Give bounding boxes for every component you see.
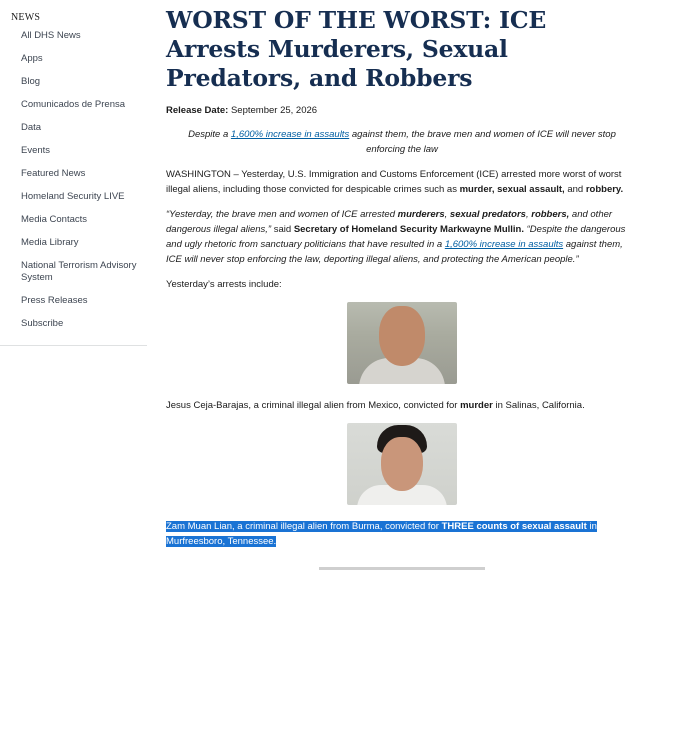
quote-paragraph bbox=[166, 207, 638, 267]
arrests-intro: Yesterday’s arrests include: bbox=[166, 279, 282, 290]
sidebar-item-media-contacts[interactable]: Media Contacts bbox=[21, 214, 88, 225]
sidebar-item-subscribe[interactable]: Subscribe bbox=[21, 318, 64, 329]
sidebar-list bbox=[0, 30, 147, 345]
sidebar-item-press-releases[interactable]: Press Releases bbox=[21, 295, 88, 306]
sidebar-item-data[interactable]: Data bbox=[21, 122, 42, 133]
sidebar-heading: NEWS bbox=[11, 12, 41, 23]
sidebar-item-apps[interactable]: Apps bbox=[21, 53, 43, 64]
sidebar-item-homeland-security-live[interactable]: Homeland Security LIVE bbox=[21, 191, 125, 202]
sidebar-item-featured-news[interactable]: Featured News bbox=[21, 168, 86, 179]
quote-part-3: “Despite the dangerous and ugly rhetoric from sanctuary politicians that have resulted in a bbox=[166, 224, 626, 250]
quote-assaults-link[interactable]: 1,600% increase in assaults bbox=[444, 239, 564, 250]
arrest-1-bold: murder bbox=[460, 400, 493, 411]
intro-bold-robbery: robbery. bbox=[585, 184, 624, 195]
intro-paragraph bbox=[166, 167, 638, 197]
quote-said: said bbox=[273, 224, 294, 235]
release-date-value: September 25, 2026 bbox=[230, 105, 318, 116]
intro-and: and bbox=[564, 184, 586, 195]
subhead-post: against them, the brave men and women of ICE will never stop enforcing the law bbox=[349, 129, 616, 155]
quote-speaker: Secretary of Homeland Security Markwayne Mullin. bbox=[293, 224, 524, 235]
article-main bbox=[166, 0, 638, 570]
sidebar-item-events[interactable]: Events bbox=[21, 145, 51, 156]
arrest-2-bold: THREE counts of sexual assault bbox=[441, 521, 587, 532]
sidebar-item-all-dhs-news[interactable]: All DHS News bbox=[21, 30, 81, 41]
assaults-link[interactable]: 1,600% increase in assaults bbox=[230, 129, 350, 140]
quote-part-4: against them, ICE will never stop enforcing the law, deporting illegal aliens, and protecting the American people.” bbox=[166, 239, 623, 265]
arrest-2-caption bbox=[166, 519, 638, 549]
arrest-1-pre: Jesus Ceja-Barajas, a criminal illegal alien from Mexico, convicted for bbox=[166, 400, 461, 411]
quote-bold-robbers: robbers, bbox=[531, 209, 570, 220]
mugshot-1 bbox=[347, 302, 457, 384]
quote-part-2: and other dangerous illegal aliens,” bbox=[166, 209, 613, 235]
subhead-pre: Despite a bbox=[188, 129, 231, 140]
sidebar-nav bbox=[0, 0, 147, 346]
article-subhead bbox=[166, 127, 638, 157]
intro-text: WASHINGTON – Yesterday, U.S. Immigration and Customs Enforcement (ICE) arrested more worst of worst illegal aliens, including those convicted for despicable crimes such as bbox=[166, 169, 622, 195]
quote-bold-predators: sexual predators bbox=[449, 209, 526, 220]
arrest-1-caption bbox=[166, 398, 638, 413]
release-date bbox=[166, 105, 638, 117]
quote-comma-1: , bbox=[444, 209, 450, 220]
sidebar-item-blog[interactable]: Blog bbox=[21, 76, 41, 87]
arrest-1-post: in Salinas, California. bbox=[492, 400, 585, 411]
intro-bold-crimes: murder, sexual assault, bbox=[459, 184, 565, 195]
arrest-2-pre: Zam Muan Lian, a criminal illegal alien from Burma, convicted for bbox=[166, 521, 442, 532]
sidebar-item-ntas[interactable]: National Terrorism Advisory System bbox=[21, 260, 137, 283]
quote-bold-murderers: murderers bbox=[397, 209, 445, 220]
arrest-2-post: in Murfreesboro, Tennessee. bbox=[166, 521, 597, 547]
quote-comma-2: , bbox=[525, 209, 532, 220]
release-date-label: Release Date: bbox=[166, 105, 229, 116]
mugshot-3-partial bbox=[319, 567, 485, 570]
mugshot-2 bbox=[347, 423, 457, 505]
page-title: WORST OF THE WORST: ICE Arrests Murderers, Sexual Predators, and Robbers bbox=[166, 6, 547, 92]
sidebar-item-comunicados[interactable]: Comunicados de Prensa bbox=[21, 99, 126, 110]
sidebar-item-media-library[interactable]: Media Library bbox=[21, 237, 79, 248]
quote-part-1: “Yesterday, the brave men and women of ICE arrested bbox=[166, 209, 398, 220]
